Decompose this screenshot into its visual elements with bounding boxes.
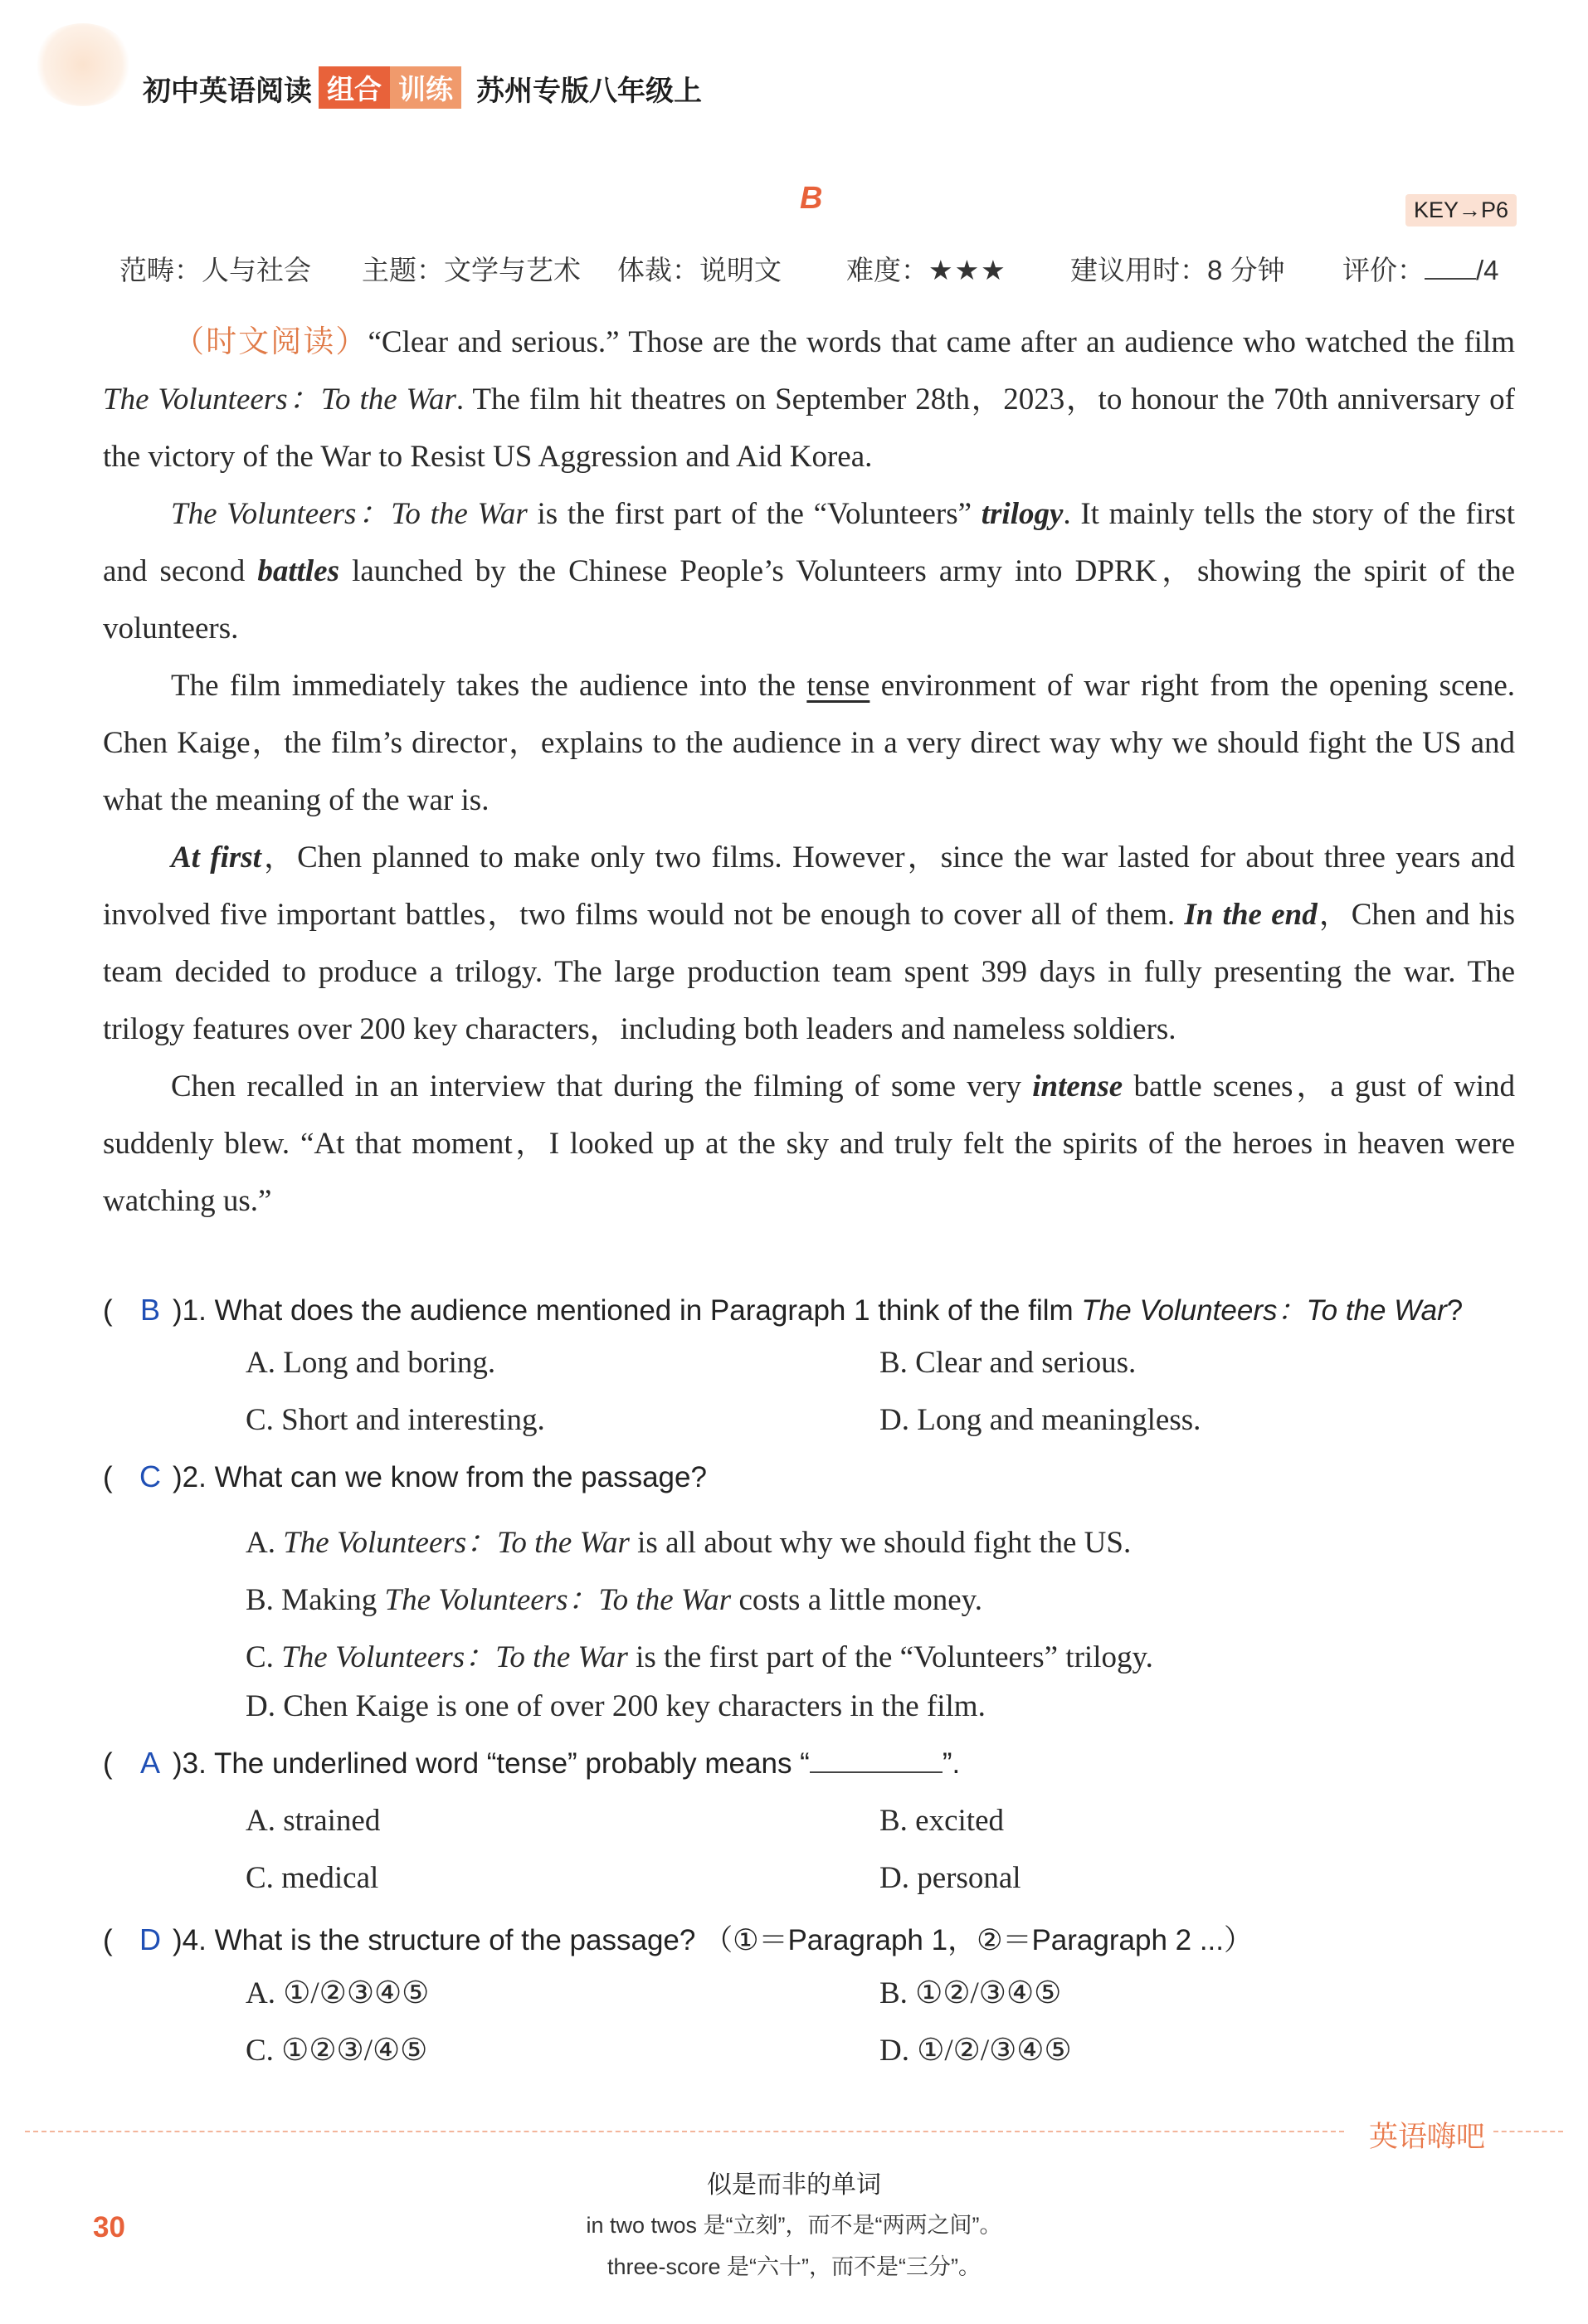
q1-options-row-2 bbox=[103, 1399, 1530, 1456]
q3-option-a[interactable]: A. strained bbox=[246, 1804, 381, 1838]
badge-training: 训练 bbox=[390, 66, 461, 109]
footer-divider-right bbox=[1493, 2131, 1563, 2132]
q1-option-b[interactable]: B. Clear and serious. bbox=[879, 1346, 1137, 1380]
difficulty-stars: ★★★ bbox=[928, 255, 1007, 285]
q4-option-d[interactable]: D. ①/②/③④⑤ bbox=[879, 2034, 1072, 2068]
footer-brand: 英语嗨吧 bbox=[1369, 2121, 1486, 2153]
tip-line-2: three-score 是“六十”，而不是“三分”。 bbox=[606, 2254, 982, 2279]
reading-passage bbox=[103, 314, 1515, 1230]
paragraph-5 bbox=[103, 1058, 1515, 1230]
answer-q3[interactable]: A bbox=[139, 1746, 160, 1780]
section-letter: B bbox=[800, 181, 823, 216]
q4-option-a[interactable]: A. ①/②③④⑤ bbox=[246, 1976, 430, 2010]
meta-score bbox=[1342, 249, 1499, 288]
meta-category: 范畴：人与社会 bbox=[119, 255, 311, 285]
q1-option-d[interactable]: D. Long and meaningless. bbox=[879, 1403, 1201, 1437]
badge-combo: 组合 bbox=[319, 66, 390, 109]
keyword-battles: battles bbox=[257, 554, 340, 588]
q3-options-row-1 bbox=[103, 1800, 1530, 1857]
keyword-in-the-end: In the end bbox=[1184, 898, 1318, 932]
edition-label: 苏州专版八年级上 bbox=[476, 76, 702, 107]
answer-q1[interactable]: B bbox=[139, 1293, 160, 1327]
question-stem: What can we know from the passage? bbox=[214, 1461, 707, 1493]
score-blank[interactable] bbox=[1425, 255, 1476, 280]
question-stem: What does the audience mentioned in Paragraph 1 think of the film bbox=[214, 1294, 1082, 1327]
keyword-intense: intense bbox=[1032, 1069, 1123, 1104]
paragraph-text: ，Chen planned to make only two films. However，since the war lasted for about three years and involved five important battles，two films would not be enough to cover all of them. bbox=[103, 840, 1515, 932]
option-letter: B. Making bbox=[246, 1583, 385, 1617]
q1-option-c[interactable]: C. Short and interesting. bbox=[246, 1403, 545, 1437]
q4-options-row-1 bbox=[103, 1971, 1530, 2029]
passage-meta bbox=[119, 249, 1530, 290]
film-title: The Volunteers：To the War bbox=[171, 497, 528, 531]
paragraph-text: The film immediately takes the audience into the bbox=[171, 669, 807, 703]
option-letter: A. bbox=[246, 1526, 284, 1560]
paragraph-2 bbox=[103, 485, 1515, 657]
question-stem-end: ? bbox=[1446, 1294, 1464, 1327]
page-header bbox=[0, 0, 1588, 141]
question-list bbox=[103, 1284, 1530, 2086]
meta-difficulty bbox=[846, 249, 1007, 288]
tip-title: 似是而非的单词 bbox=[707, 2171, 881, 2199]
paragraph-text: launched by the Chinese People’s Volunteers army into DPRK，showing the spirit of the volunteers. bbox=[103, 554, 1516, 646]
footer-divider-left bbox=[25, 2131, 1344, 2132]
tip-line-1: in two twos 是“立刻”，而不是“两两之间”。 bbox=[586, 2213, 1002, 2238]
option-text: D. Chen Kaige is one of over 200 key characters in the film. bbox=[246, 1689, 986, 1723]
q4-options-row-2 bbox=[103, 2029, 1530, 2086]
book-title: 初中英语阅读 bbox=[143, 76, 312, 107]
paragraph-4 bbox=[103, 829, 1515, 1058]
answer-q4[interactable]: D bbox=[139, 1922, 161, 1956]
option-letter: C. bbox=[246, 1640, 282, 1674]
score-label: 评价： bbox=[1342, 255, 1425, 285]
q3-option-d[interactable]: D. personal bbox=[879, 1861, 1021, 1895]
paragraph-text: . It mainly tells the story of the first and second bbox=[103, 497, 1515, 588]
film-title: The Volunteers：To the War bbox=[283, 1526, 630, 1560]
film-title: The Volunteers：To the War bbox=[384, 1583, 732, 1617]
meta-time: 建议用时：8 分钟 bbox=[1070, 255, 1285, 285]
q2-option-c[interactable] bbox=[103, 1628, 1530, 1685]
difficulty-label: 难度： bbox=[846, 255, 928, 285]
paragraph-1 bbox=[103, 314, 1515, 485]
answer-q2[interactable]: C bbox=[139, 1459, 161, 1493]
paragraph-text: “Clear and serious.” Those are the words that came after an audience who watched the film bbox=[368, 325, 1515, 359]
header-decoration bbox=[33, 23, 133, 106]
news-reading-tag: （时文阅读） bbox=[173, 325, 368, 359]
meta-genre: 体裁：说明文 bbox=[617, 255, 782, 285]
film-title: The Volunteers：To the War bbox=[1081, 1294, 1447, 1327]
page-number: 30 bbox=[93, 2211, 125, 2244]
q4-option-b[interactable]: B. ①②/③④⑤ bbox=[879, 1976, 1062, 2010]
answer-key-reference: KEY→P6 bbox=[1405, 194, 1517, 227]
q2-option-b[interactable] bbox=[103, 1571, 1530, 1628]
question-stem-end: ”. bbox=[942, 1747, 961, 1780]
score-total: /4 bbox=[1476, 255, 1499, 285]
paragraph-3 bbox=[103, 657, 1515, 829]
q3-options-row-2 bbox=[103, 1857, 1530, 1914]
q1-option-a[interactable]: A. Long and boring. bbox=[246, 1346, 496, 1380]
question-stem: What is the structure of the passage? （①＝Paragraph 1，②＝Paragraph 2 ...） bbox=[214, 1924, 1253, 1956]
option-text: is all about why we should fight the US. bbox=[629, 1526, 1132, 1560]
option-text: is the first part of the “Volunteers” trilogy. bbox=[627, 1640, 1153, 1674]
q3-option-c[interactable]: C. medical bbox=[246, 1861, 379, 1895]
question-stem: The underlined word “tense” probably means “ bbox=[213, 1747, 810, 1780]
question-4: ( D )4. What is the structure of the passage? （①＝Paragraph 1，②＝Paragraph 2 ...） bbox=[103, 1922, 1253, 1956]
film-title: The Volunteers：To the War bbox=[281, 1640, 628, 1674]
answer-blank[interactable] bbox=[810, 1748, 943, 1773]
paragraph-text: . The film hit theatres on September 28th，2023，to honour the 70th anniversary of the victory of the War to Resist US Aggression and Aid Korea. bbox=[103, 382, 1515, 474]
keyword-trilogy: trilogy bbox=[981, 497, 1064, 531]
option-text: costs a little money. bbox=[731, 1583, 982, 1617]
paragraph-text: environment of war right from the opening scene. Chen Kaige，the film’s director，explains to the audience in a very direct way why we should fight the US and what the meaning of the war is. bbox=[103, 669, 1515, 817]
question-2: ( C )2. What can we know from the passage? bbox=[103, 1459, 707, 1493]
meta-theme: 主题：文学与艺术 bbox=[362, 255, 581, 285]
question-number: )3. bbox=[173, 1747, 207, 1780]
question-number: )2. bbox=[173, 1461, 207, 1493]
q3-option-b[interactable]: B. excited bbox=[879, 1804, 1005, 1838]
question-1: ( B )1. What does the audience mentioned in Paragraph 1 think of the film The Volunteers：To the War? bbox=[103, 1293, 1464, 1327]
keyword-at-first: At first bbox=[171, 840, 261, 875]
question-number: )4. bbox=[173, 1924, 207, 1956]
question-3: ( A )3. The underlined word “tense” probably means “ ”. bbox=[103, 1746, 961, 1780]
q1-options-row-1 bbox=[103, 1342, 1530, 1399]
q4-option-c[interactable]: C. ①②③/④⑤ bbox=[246, 2034, 428, 2068]
paragraph-text: ，Chen and his team decided to produce a trilogy. The large production team spent 399 days in fully presenting the war. The trilogy features over 200 key characters，including both leaders and nameless soldiers. bbox=[103, 898, 1515, 1046]
question-number: )1. bbox=[173, 1294, 207, 1327]
q2-option-a[interactable] bbox=[103, 1513, 1530, 1571]
paragraph-text: is the first part of the “Volunteers” bbox=[527, 497, 982, 531]
underlined-word-tense: tense bbox=[806, 669, 870, 703]
film-title: The Volunteers：To the War bbox=[103, 382, 456, 417]
paragraph-text: Chen recalled in an interview that during the filming of some very bbox=[171, 1069, 1033, 1104]
q2-option-d[interactable] bbox=[103, 1685, 1530, 1742]
paragraph-text: battle scenes，a gust of wind suddenly blew. “At that moment，I looked up at the sky and truly felt the spirits of the heroes in heaven were watching us.” bbox=[103, 1069, 1515, 1218]
header-badges bbox=[319, 66, 461, 109]
